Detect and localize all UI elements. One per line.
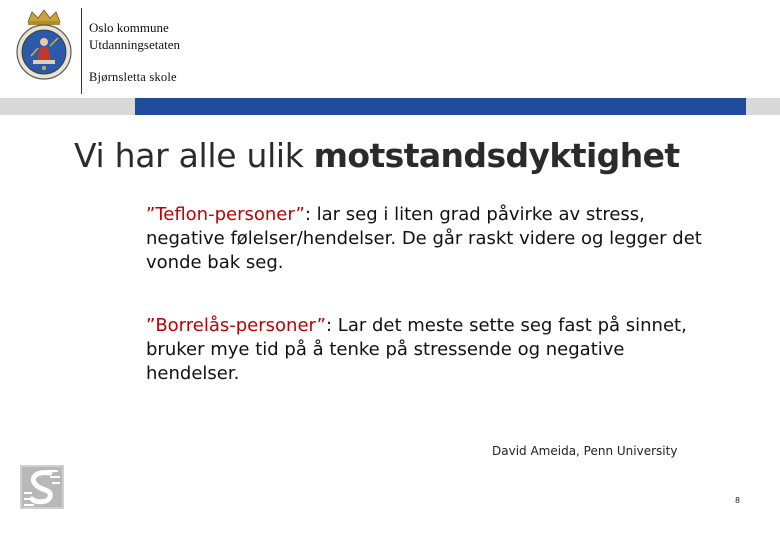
header-band-accent [135, 98, 746, 115]
term-teflon: ”Teflon-personer” [146, 204, 305, 225]
header-divider [81, 8, 82, 94]
footer-logo-icon [20, 465, 64, 509]
paragraph-teflon-text: : lar seg i liten grad påvirke av stress, negative følelser/hendelser. De går raskt videre og legger det vonde bak seg. [146, 204, 702, 273]
paragraph-teflon [146, 203, 706, 275]
paragraph-borrelas-text: : Lar det meste sette seg fast på sinnet, bruker mye tid på å tenke på stressende og negative hendelser. [146, 315, 687, 384]
header-band [0, 98, 780, 115]
term-borrelas: ”Borrelås-personer” [146, 315, 327, 336]
page-number: 8 [735, 496, 741, 505]
oslo-coat-of-arms-icon [14, 8, 74, 82]
slide-title-normal: Vi har alle ulik [74, 136, 304, 175]
citation: David Ameida, Penn University [492, 444, 678, 458]
school-name: Bjørnsletta skole [89, 70, 177, 84]
paragraph-borrelas [146, 314, 706, 386]
header [0, 0, 780, 98]
org-name: Oslo kommune [89, 20, 169, 35]
slide-title [74, 136, 680, 175]
org-department: Utdanningsetaten [89, 37, 180, 52]
slide-title-bold: motstandsdyktighet [313, 136, 680, 175]
